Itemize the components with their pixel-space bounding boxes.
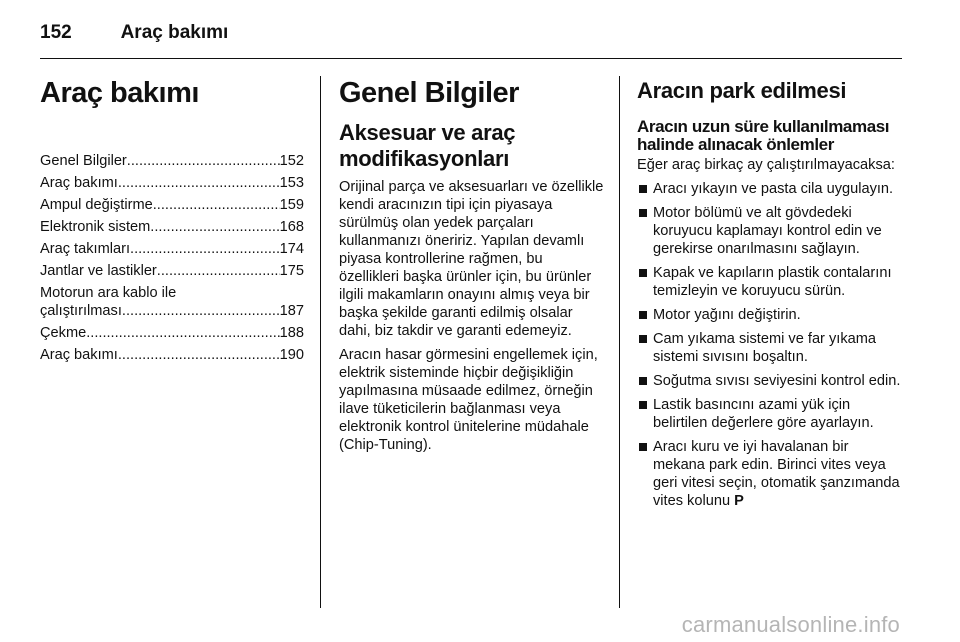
- parking-intro: Eğer araç birkaç ay çalıştırılmayacaksa:: [637, 157, 895, 173]
- toc-leader-dots: [122, 302, 280, 320]
- toc-item[interactable]: [40, 262, 304, 280]
- square-bullet-icon: [639, 401, 647, 409]
- list-item: [637, 396, 903, 432]
- parking-column: [637, 70, 903, 516]
- toc-item[interactable]: [40, 196, 304, 214]
- gear-position-p: P: [734, 493, 744, 509]
- toc-item-page: 190: [279, 347, 304, 363]
- toc-item-page: 153: [279, 175, 304, 191]
- toc-item-title: Çekme: [40, 325, 87, 341]
- toc-item-title: Araç bakımı: [40, 347, 118, 363]
- square-bullet-icon: [639, 311, 647, 319]
- toc-item-title: Elektronik sistem: [40, 219, 151, 235]
- list-item: [637, 372, 903, 390]
- toc-item[interactable]: [40, 152, 304, 170]
- square-bullet-icon: [639, 269, 647, 277]
- toc-item-title: çalıştırılması: [40, 303, 122, 319]
- accessories-paragraph-2: Aracın hasar görmesini engellemek için, elektrik sisteminde hiçbir değişikliğin yapılmasına müsaade edilmez, örneğin ilave tüketicilerin bağlanması veya elektronik kontrol ünitelerine müdahale (Chip-Tuning).: [339, 347, 598, 453]
- square-bullet-icon: [639, 335, 647, 343]
- toc-leader-dots: [153, 196, 280, 214]
- toc-item[interactable]: [40, 324, 304, 342]
- section-title: Araç bakımı: [40, 77, 199, 109]
- general-info-title: Genel Bilgiler: [339, 77, 519, 109]
- list-item-text: Motor bölümü ve alt gövdedeki koruyucu kaplamayı kontrol edin ve gerekirse onarılmasını sağlayın.: [653, 205, 882, 257]
- general-info-column: [339, 70, 605, 454]
- toc-item-page: 187: [279, 303, 304, 319]
- toc-item[interactable]: [40, 218, 304, 236]
- toc-item-title: Jantlar ve lastikler: [40, 263, 157, 279]
- toc-leader-dots: [86, 324, 279, 342]
- list-item: [637, 180, 903, 198]
- header-rule: [40, 58, 902, 59]
- toc-item-title: Ampul değiştirme: [40, 197, 153, 213]
- accessories-heading: Aksesuar ve araç modifikasyonları: [339, 120, 516, 171]
- parking-checklist: [637, 180, 903, 510]
- toc-item-page: 152: [279, 153, 304, 169]
- long-term-heading: Aracın uzun süre kullanılmaması halinde alınacak önlemler: [637, 117, 890, 154]
- toc-item-page: 168: [279, 219, 304, 235]
- square-bullet-icon: [639, 209, 647, 217]
- toc-item[interactable]: [40, 240, 304, 258]
- square-bullet-icon: [639, 377, 647, 385]
- toc-leader-dots: [127, 152, 280, 170]
- accessories-paragraph-1: Orijinal parça ve aksesuarları ve özellikle kendi aracınızın tipi için piyasaya sürülmüş olan yedek parçaları kullanmanızı öneririz. Yapılan devamlı piyasa kontrollerine rağmen, bu özellikleri başka ürünler için, bu ürünler ilgili makamların onayını almış veya bir başka şekilde garanti edilmiş olsalar dahi, biz takdir ve garanti edemeyiz.: [339, 179, 604, 339]
- list-item: [637, 306, 903, 324]
- list-item-text: Aracı yıkayın ve pasta cila uygulayın.: [653, 181, 894, 197]
- toc-item-title: Genel Bilgiler: [40, 153, 127, 169]
- page-header: [40, 18, 228, 48]
- list-item: [637, 330, 903, 366]
- toc-item-page: 174: [279, 241, 304, 257]
- list-item-text: Aracı kuru ve iyi havalanan bir mekana park edin. Birinci vites veya geri vitesi seçin, otomatik şanzımanda vites kolunu: [653, 439, 900, 509]
- toc-item-page: 188: [279, 325, 304, 341]
- list-item-text: Cam yıkama sistemi ve far yıkama sistemi sıvısını boşaltın.: [653, 331, 877, 365]
- list-item: [637, 438, 903, 510]
- toc-leader-dots: [130, 240, 280, 258]
- toc-leader-dots: [157, 262, 280, 280]
- toc-item-page: 159: [279, 197, 304, 213]
- toc-column: [40, 70, 304, 368]
- toc-item-title: Araç takımları: [40, 241, 131, 257]
- chapter-title: Araç bakımı: [120, 22, 229, 43]
- list-item-text: Soğutma sıvısı seviyesini kontrol edin.: [653, 373, 901, 389]
- table-of-contents: [40, 152, 304, 364]
- column-divider-2: [619, 76, 620, 608]
- square-bullet-icon: [639, 185, 647, 193]
- toc-item-title: Araç bakımı: [40, 175, 118, 191]
- toc-item-title-line1: Motorun ara kablo ile: [40, 285, 177, 301]
- toc-item[interactable]: [40, 346, 304, 364]
- toc-item-page: 175: [279, 263, 304, 279]
- column-divider-1: [320, 76, 321, 608]
- toc-item-line2: [40, 302, 304, 320]
- parking-title: Aracın park edilmesi: [637, 78, 847, 103]
- toc-leader-dots: [118, 346, 280, 364]
- toc-item-multiline[interactable]: [40, 284, 304, 320]
- toc-leader-dots: [150, 218, 279, 236]
- square-bullet-icon: [639, 443, 647, 451]
- list-item: [637, 264, 903, 300]
- list-item-text: Kapak ve kapıların plastik contalarını temizleyin ve koruyucu sürün.: [653, 265, 892, 299]
- toc-leader-dots: [118, 174, 280, 192]
- list-item: [637, 204, 903, 258]
- list-item-text: Lastik basıncını azami yük için belirtilen değerlere göre ayarlayın.: [653, 397, 874, 431]
- toc-item[interactable]: [40, 174, 304, 192]
- page-number: 152: [40, 22, 72, 43]
- watermark: carmanualsonline.info: [681, 612, 900, 637]
- list-item-text: Motor yağını değiştirin.: [653, 307, 801, 323]
